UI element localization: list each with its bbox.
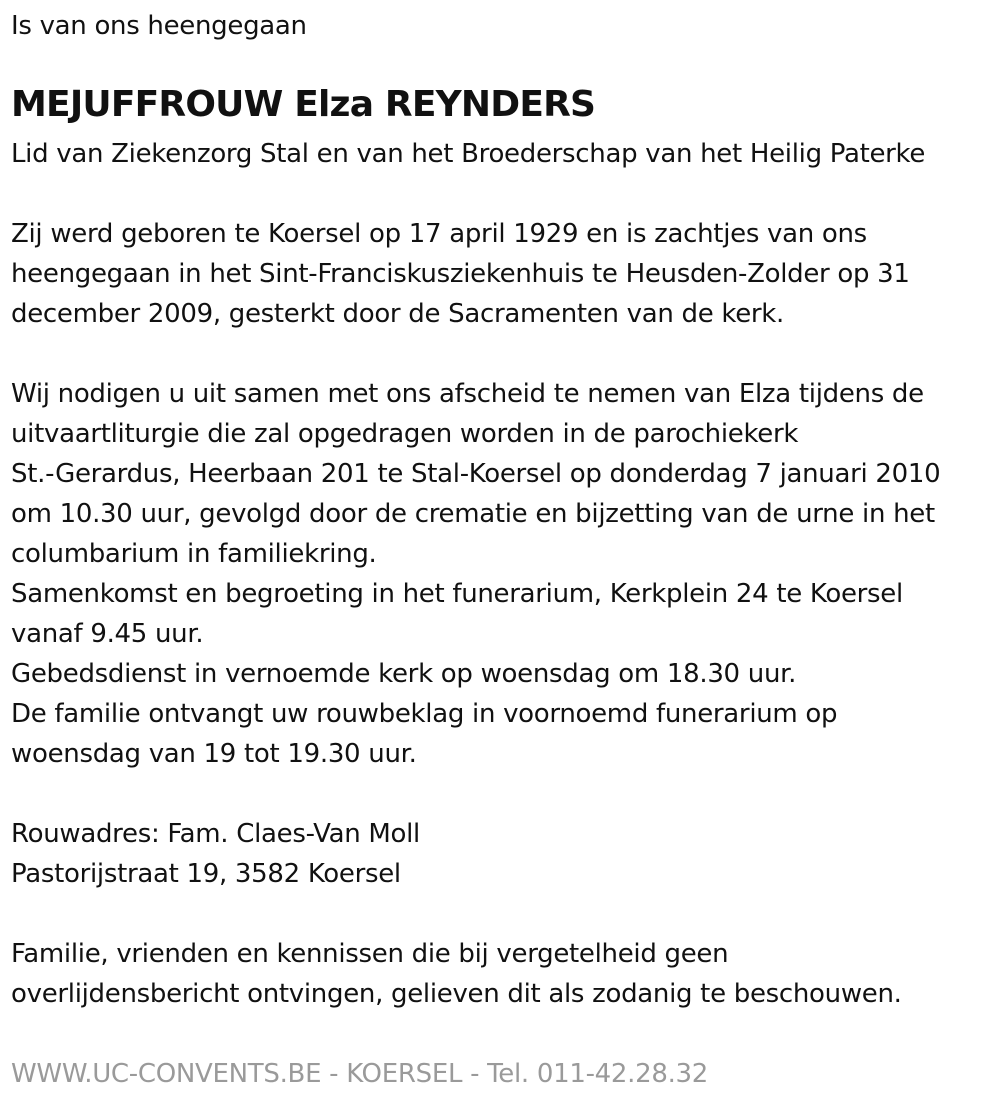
footer-contact: WWW.UC-CONVENTS.BE - KOERSEL - Tel. 011-42.28.32 xyxy=(11,1059,709,1089)
membership-text: Lid van Ziekenzorg Stal en van het Broederschap van het Heilig Paterke xyxy=(11,139,926,169)
address-line: Pastorijstraat 19, 3582 Koersel xyxy=(11,859,401,889)
invitation-line: Samenkomst en begroeting in het funerarium, Kerkplein 24 te Koersel xyxy=(11,579,903,609)
deceased-name: MEJUFFROUW Elza REYNDERS xyxy=(11,84,596,125)
invitation-line: Gebedsdienst in vernoemde kerk op woensdag om 18.30 uur. xyxy=(11,659,797,689)
invitation-line: woensdag van 19 tot 19.30 uur. xyxy=(11,739,417,769)
address-line: Rouwadres: Fam. Claes-Van Moll xyxy=(11,819,420,849)
mourning-address xyxy=(11,814,420,894)
invitation-line: om 10.30 uur, gevolgd door de crematie en bijzetting van de urne in het xyxy=(11,499,935,529)
birth-line: december 2009, gesterkt door de Sacramenten van de kerk. xyxy=(11,299,785,329)
birth-line: Zij werd geboren te Koersel op 17 april 1929 en is zachtjes van ons xyxy=(11,219,867,249)
intro-text: Is van ons heengegaan xyxy=(11,11,307,41)
notice-line: overlijdensbericht ontvingen, gelieven dit als zodanig te beschouwen. xyxy=(11,979,902,1009)
closing-notice xyxy=(11,934,902,1014)
invitation-line: Wij nodigen u uit samen met ons afscheid te nemen van Elza tijdens de xyxy=(11,379,924,409)
invitation-line: De familie ontvangt uw rouwbeklag in voornoemd funerarium op xyxy=(11,699,838,729)
invitation-line: uitvaartliturgie die zal opgedragen worden in de parochiekerk xyxy=(11,419,799,449)
invitation-line: St.-Gerardus, Heerbaan 201 te Stal-Koersel op donderdag 7 januari 2010 xyxy=(11,459,941,489)
birth-line: heengegaan in het Sint-Franciskusziekenhuis te Heusden-Zolder op 31 xyxy=(11,259,910,289)
invitation-paragraph xyxy=(11,374,940,774)
birth-paragraph xyxy=(11,214,910,334)
notice-line: Familie, vrienden en kennissen die bij vergetelheid geen xyxy=(11,939,729,969)
invitation-line: vanaf 9.45 uur. xyxy=(11,619,204,649)
invitation-line: columbarium in familiekring. xyxy=(11,539,377,569)
